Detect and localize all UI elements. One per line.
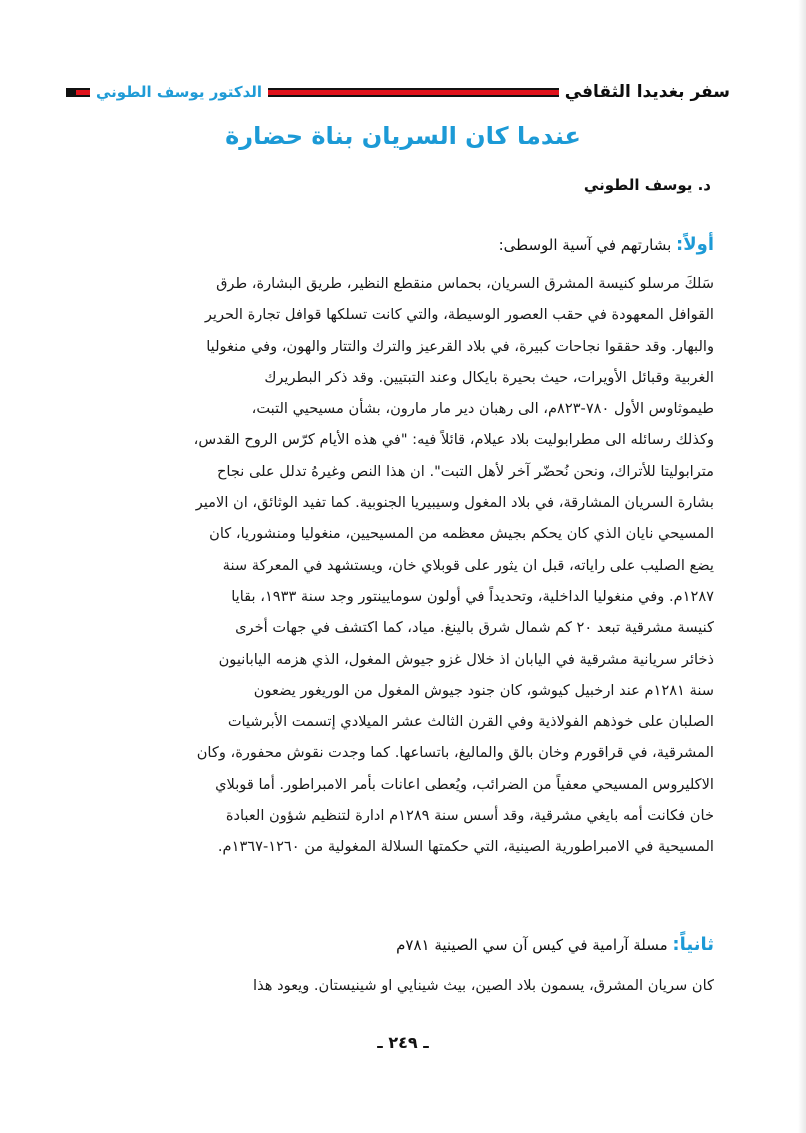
section-heading-1-text: بشارتهم في آسية الوسطى: <box>498 236 677 254</box>
page-number: ـ ٢٤٩ ـ <box>377 1033 429 1052</box>
text-line: والبهار. وقد حققوا نجاحات كبيرة، في بلاد القرعيز والترك والتتار والهون، وفي منغوليا <box>206 337 714 355</box>
page-edge <box>798 0 806 1133</box>
text-line: الغربية وقبائل الأويرات، حيث بحيرة بايكال وعند التبتيين. وقد ذكر البطريرك <box>264 368 714 386</box>
text-line: طيموثاوس الأول ٧٨٠-٨٢٣م، الى رهبان دير مار مارون، بشأن مسيحيي التبت، <box>251 400 714 418</box>
text-line: بشارة السريان المشارقة، في بلاد المغول وسيبيريا الجنوبية. كما تفيد الوثائق، ان الامير <box>195 494 714 512</box>
body-paragraph-2 <box>92 970 714 1001</box>
section-heading-1-lead: أولاً: <box>676 234 714 255</box>
journal-name: سفر بغديدا الثقافي <box>559 78 736 106</box>
running-header <box>72 78 732 106</box>
author-byline: د. يوسف الطوني <box>583 176 711 194</box>
section-heading-2-text: مسلة آرامية في كيس آن سي الصينية ٧٨١م <box>396 936 673 954</box>
text-line: سَلكَ مرسلو كنيسة المشرق السريان، بحماس منقطع النظير، طريق البشارة، طرق <box>216 275 714 292</box>
header-author: الدكتور يوسف الطوني <box>90 78 268 106</box>
section-heading-1 <box>499 234 714 255</box>
section-heading-2-lead: ثانياً: <box>672 934 714 955</box>
section-heading-2 <box>396 934 714 955</box>
text-line: يضع الصليب على راياته، قبل ان يثور على قوبلاي خان، ويستشهد في المعركة سنة <box>222 556 714 574</box>
text-line: المسيحي نايان الذي كان يحكم بجيش معظمه من المسيحيين، منغوليا ومنشوريا، كان <box>209 525 714 543</box>
article-title: عندما كان السريان بناة حضارة <box>225 122 581 150</box>
header-rule-cap <box>66 88 76 97</box>
text-line: المشرقية، في قراقورم وخان بالق والماليغ، باتساعها. كما وجدت نقوش محفورة، وكان <box>196 744 714 762</box>
text-line: خان فكانت أمه بايغي مشرقية، وقد أسس سنة ١٢٨٩م ادارة لتنظيم شؤون العبادة <box>225 807 714 825</box>
text-line: الاكليروس المسيحي معفياً من الضرائب، ويُعطى اعانات بأمر الامبراطور. أما قوبلاي <box>215 775 714 793</box>
text-line: كنيسة مشرقية تبعد ٢٠ كم شمال شرق بالينغ. مياد، كما اكتشف في جهات أخرى <box>235 619 714 637</box>
text-line: كان سريان المشرق، يسمون بلاد الصين، بيث شينايي او شينيستان. ويعود هذا <box>253 977 714 994</box>
text-line: المسيحية في الامبراطورية الصينية، التي حكمتها السلالة المغولية من ١٢٦٠-١٣٦٧م. <box>217 838 714 856</box>
text-line: الصلبان على خوذهم الفولاذية وفي القرن الثالث عشر الميلادي إتسمت الأبرشيات <box>227 713 714 731</box>
text-line: ١٢٨٧م. وفي منغوليا الداخلية، وتحديداً في أولون سومايينتور وجد سنة ١٩٣٣، بقايا <box>231 587 714 605</box>
text-line: مترابوليتا للأتراك، ونحن نُحضّر آخر لأهل التبت". ان هذا النص وغيرهُ تدلل على نجاح <box>216 462 714 480</box>
text-line: وكذلك رسائله الى مطرابوليت بلاد عيلام، قائلاً فيه: "في هذه الأيام كرّس الروح القدس، <box>193 431 714 449</box>
text-line: ذخائر سريانية مشرقية في اليابان اذ خلال غزو جيوش المغول، الذي هزمه اليابانيون <box>218 650 714 668</box>
text-line: سنة ١٢٨١م عند ارخبيل كيوشو، كان جنود جيوش المغول من الوريغور يضعون <box>253 681 714 699</box>
text-line: القوافل المعهودة في حقب العصور الوسيطة، والتي كانت تسلكها قوافل تجارة الحرير <box>204 306 714 324</box>
body-paragraph-1 <box>92 268 714 863</box>
